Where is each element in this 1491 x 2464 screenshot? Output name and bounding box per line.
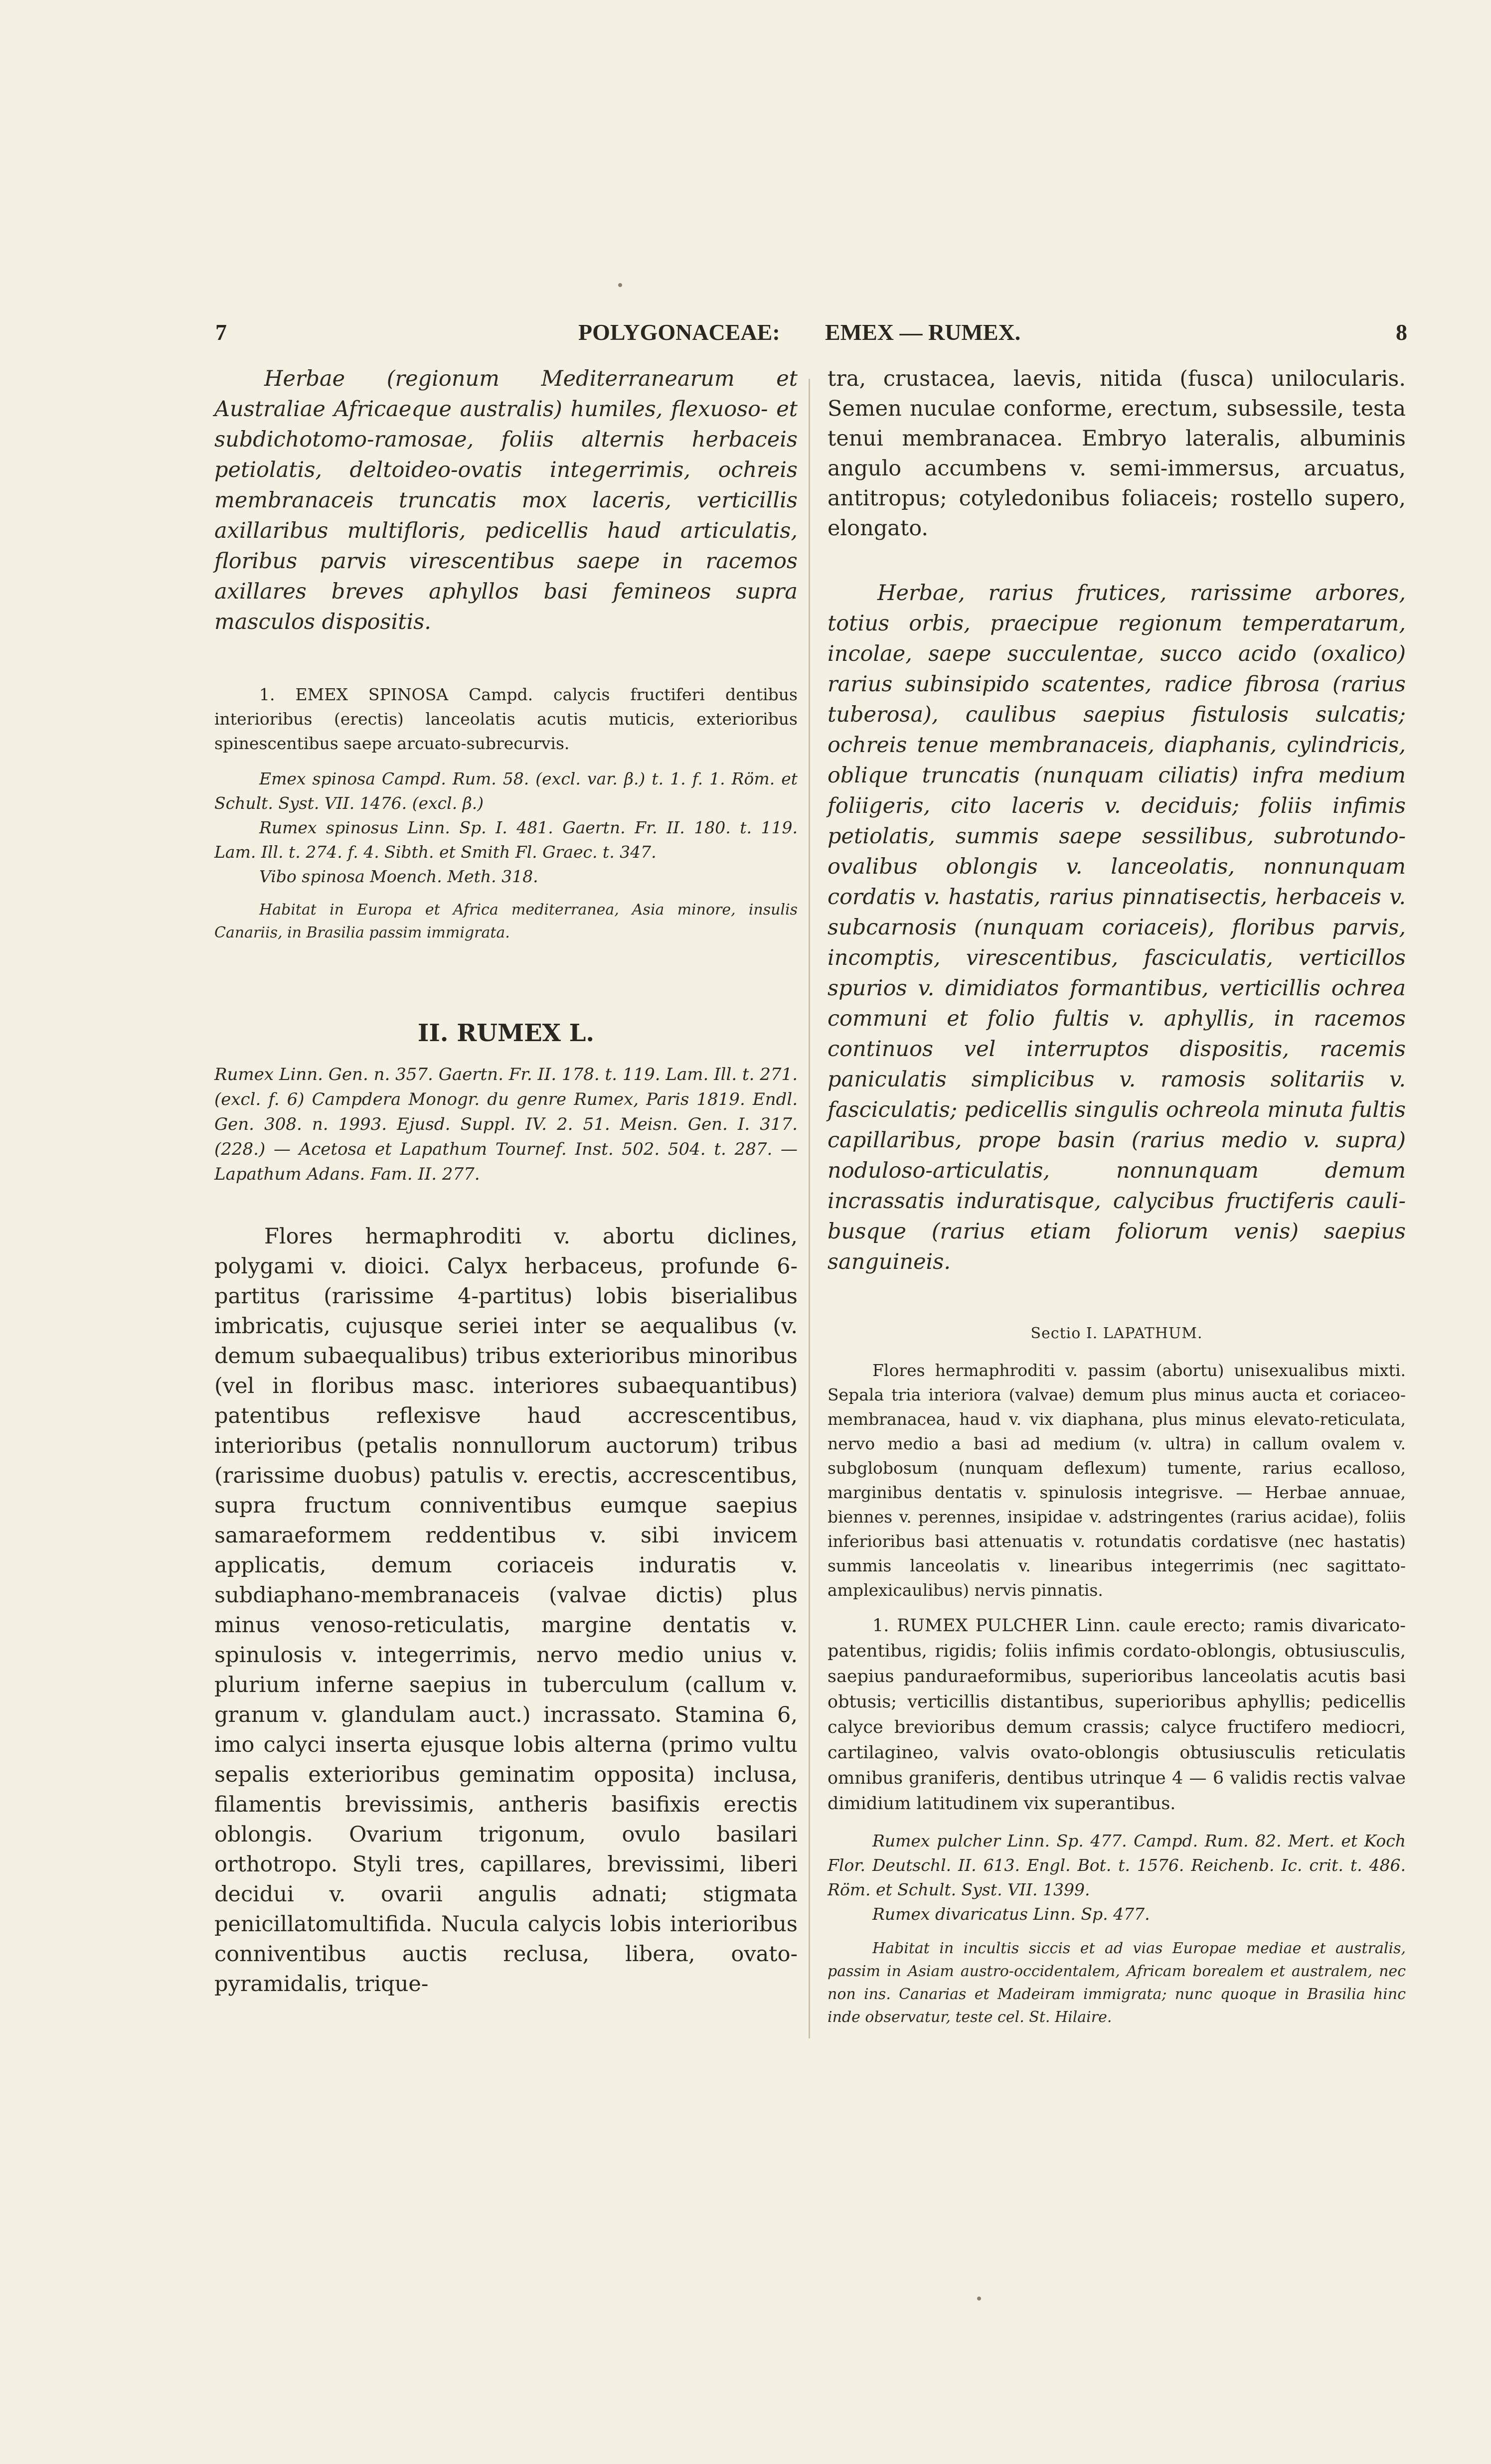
section-heading: Sectio I. LAPATHUM. (1030, 1325, 1203, 1342)
synonym: Rumex spinosus Linn. Sp. I. 481. Gaertn. Fr. II. 180. t. 119. Lam. Ill. t. 274. f. 4. Sibth. et Smith Fl. Graec. t. 347. (214, 818, 798, 862)
synonym: Rumex pulcher Linn. Sp. 477. Campd. Rum. 82. Mert. et Koch Flor. Deutschl. II. 613. Engl. Bot. t. 1576. Reichenb. Ic. crit. t. 486. Röm. et Schult. Syst. VII. 1399. (828, 1831, 1406, 1899)
genus-heading: II. RUMEX L. (417, 1019, 595, 1047)
left-column (214, 364, 798, 1999)
genus-description: Flores hermaphroditi v. abortu diclines, polygami v. dioici. Calyx herbaceus, profunde 6-partitus (rarissime 4-partitus) lobis biserialibus imbricatis, cujusque seriei inter se aequalibus (v. demum subaequalibus) tribus exterioribus minoribus (vel in floribus masc. interiores subaequantibus) patentibus reflexisve haud accrescentibus, interioribus (petalis nonnullorum auctorum) tribus (rarissime duobus) patulis v. erectis, accrescentibus, supra fructum conniventibus eumque saepius samaraeformem reddentibus v. sibi invicem applicatis, demum coriaceis induratis v. subdiaphano-membranaceis (valvae dictis) plus minus venoso-reticulatis, margine dentatis v. spinulosis v. integerrimis, nervo medio unius v. plurium inferne saepius in tuberculum (callum v. granum v. glandulam auct.) incrassato. Stamina 6, imo calyci inserta ejusque lobis alterna (primo vultu sepalis exterioribus geminatim opposita) inclusa, filamentis brevissimis, antheris basifixis erectis oblongis. Ovarium trigonum, ovulo basilari orthotropo. Styli tres, capillares, brevissimi, liberi decidui v. ovarii angulis adnati; stigmata penicillatomultifida. Nucula calycis lobis interioribus conniventibus auctis reclusa, libera, ovato-pyramidalis, trique- (214, 1224, 798, 1997)
synonym: Vibo spinosa Moench. Meth. 318. (259, 867, 538, 886)
synonym: Emex spinosa Campd. Rum. 58. (excl. var. β.) t. 1. f. 1. Röm. et Schult. Syst. VII. 1476. (excl. β.) (214, 769, 798, 813)
running-header (0, 319, 1491, 349)
page-number-left: 7 (215, 319, 227, 345)
header-genera: EMEX — RUMEX. (825, 319, 1021, 345)
header-family: POLYGONACEAE: (578, 319, 780, 345)
habitat: Habitat in Europa et Africa mediterranea, Asia minore, insulis Canariis, in Brasilia passim immigrata. (214, 901, 798, 941)
synonym: Rumex divaricatus Linn. Sp. 477. (872, 1904, 1150, 1924)
page-number-right: 8 (1396, 319, 1407, 345)
ink-dot (977, 2297, 981, 2301)
rumex-pulcher-description: 1. RUMEX PULCHER Linn. caule erecto; ramis divaricato-patentibus, rigidis; foliis infimis cordato-oblongis, obtusiusculis, saepius panduraeformibus, superioribus lanceolatis acutis basi obtusis; verticillis distantibus, superioribus aphyllis; pedicellis calyce brevioribus demum crassis; calyce fructifero mediocri, cartilagineo, valvis ovato-oblongis obtusiusculis reticulatis omnibus graniferis, dentibus utrinque 4 — 6 validis rectis valvae dimidium latitudinem vix superantibus. (828, 1616, 1406, 1814)
emex-spinosa-description: 1. EMEX SPINOSA Campd. calycis fructiferi dentibus interioribus (erectis) lanceolatis acutis muticis, exterioribus spinescentibus saepe arcuato-subrecurvis. (214, 685, 798, 753)
emex-intro: Herbae (regionum Mediterranearum et Australiae Africaeque australis) humiles, flexuoso- et subdichotomo-ramosae, foliis alternis herbaceis petiolatis, deltoideo-ovatis integerrimis, ochreis membranaceis truncatis mox laceris, verticillis axillaribus multifloris, pedicellis haud articulatis, floribus parvis virescentibus saepe in racemos axillares breves aphyllos basi femineos supra masculos dispositis. (214, 366, 798, 634)
ink-dot (618, 283, 622, 287)
genus-description-continued: tra, crustacea, laevis, nitida (fusca) unilocularis. Semen nuculae conforme, erectum, subsessile, testa tenui membranacea. Embryo lateralis, albuminis angulo accumbens v. semi-immersus, arcuatus, antitropus; cotyledonibus foliaceis; rostello supero, elongato. (828, 366, 1406, 541)
genus-references: Rumex Linn. Gen. n. 357. Gaertn. Fr. II. 178. t. 119. Lam. Ill. t. 271. (excl. f. 6) Campdera Monogr. du genre Rumex, Paris 1819. Endl. Gen. 308. n. 1993. Ejusd. Suppl. IV. 2. 51. Meisn. Gen. I. 317. (228.) — Acetosa et Lapathum Tournef. Inst. 502. 504. t. 287. — Lapathum Adans. Fam. II. 277. (214, 1065, 798, 1184)
habitat: Habitat in incultis siccis et ad vias Europae mediae et australis, passim in Asiam austro-occidentalem, Africam borealem et australem, nec non ins. Canarias et Madeiram immigrata; nunc quoque in Brasilia hinc inde observatur, teste cel. St. Hilaire. (828, 1940, 1406, 2026)
right-column (828, 364, 1406, 2029)
section-description: Flores hermaphroditi v. passim (abortu) unisexualibus mixti. Sepala tria interiora (valvae) demum plus minus aucta et coriaceo-membranacea, haud v. vix diaphana, plus minus elevato-reticulata, nervo medio a basi ad medium (v. ultra) in callum ovalem v. subglobosum (nunquam deflexum) tumente, rarius ecalloso, marginibus dentatis v. spinulosis integrisve. — Herbae annuae, biennes v. perennes, insipidae v. adstringentes (rarius acidae), foliis inferioribus basi attenuatis v. rotundatis cordatisve (nec hastatis) summis lanceolatis v. linearibus integerrimis (nec sagittato-amplexicaulibus) nervis pinnatis. (828, 1361, 1406, 1600)
column-divider (809, 379, 810, 2038)
rumex-habit: Herbae, rarius frutices, rarissime arbores, totius orbis, praecipue regionum temperatarum, incolae, saepe succulentae, succo acido (oxalico) rarius subinsipido scatentes, radice fibrosa (rarius tuberosa), caulibus saepius fistulosis sulcatis; ochreis tenue membranaceis, diaphanis, cylindricis, oblique truncatis (nunquam ciliatis) infra medium foliigeris, cito laceris v. deciduis; foliis infimis petiolatis, summis saepe sessilibus, subrotundo-ovalibus oblongis v. lanceolatis, nonnunquam cordatis v. hastatis, rarius pinnatisectis, herbaceis v. subcarnosis (nunquam coriaceis), floribus parvis, incomptis, virescentibus, fasciculatis, verticillos spurios v. dimidiatos formantibus, verticillis ochrea communi et folio fultis v. aphyllis, in racemos continuos vel interruptos dispositis, racemis paniculatis simplicibus v. ramosis solitariis v. fasciculatis; pedicellis singulis ochreola minuta fultis capillaribus, prope basin (rarius medio v. supra) noduloso-articulatis, nonnunquam demum incrassatis induratisque, calycibus fructiferis cauli-busque (rarius etiam foliorum venis) saepius sanguineis. (828, 581, 1406, 1274)
